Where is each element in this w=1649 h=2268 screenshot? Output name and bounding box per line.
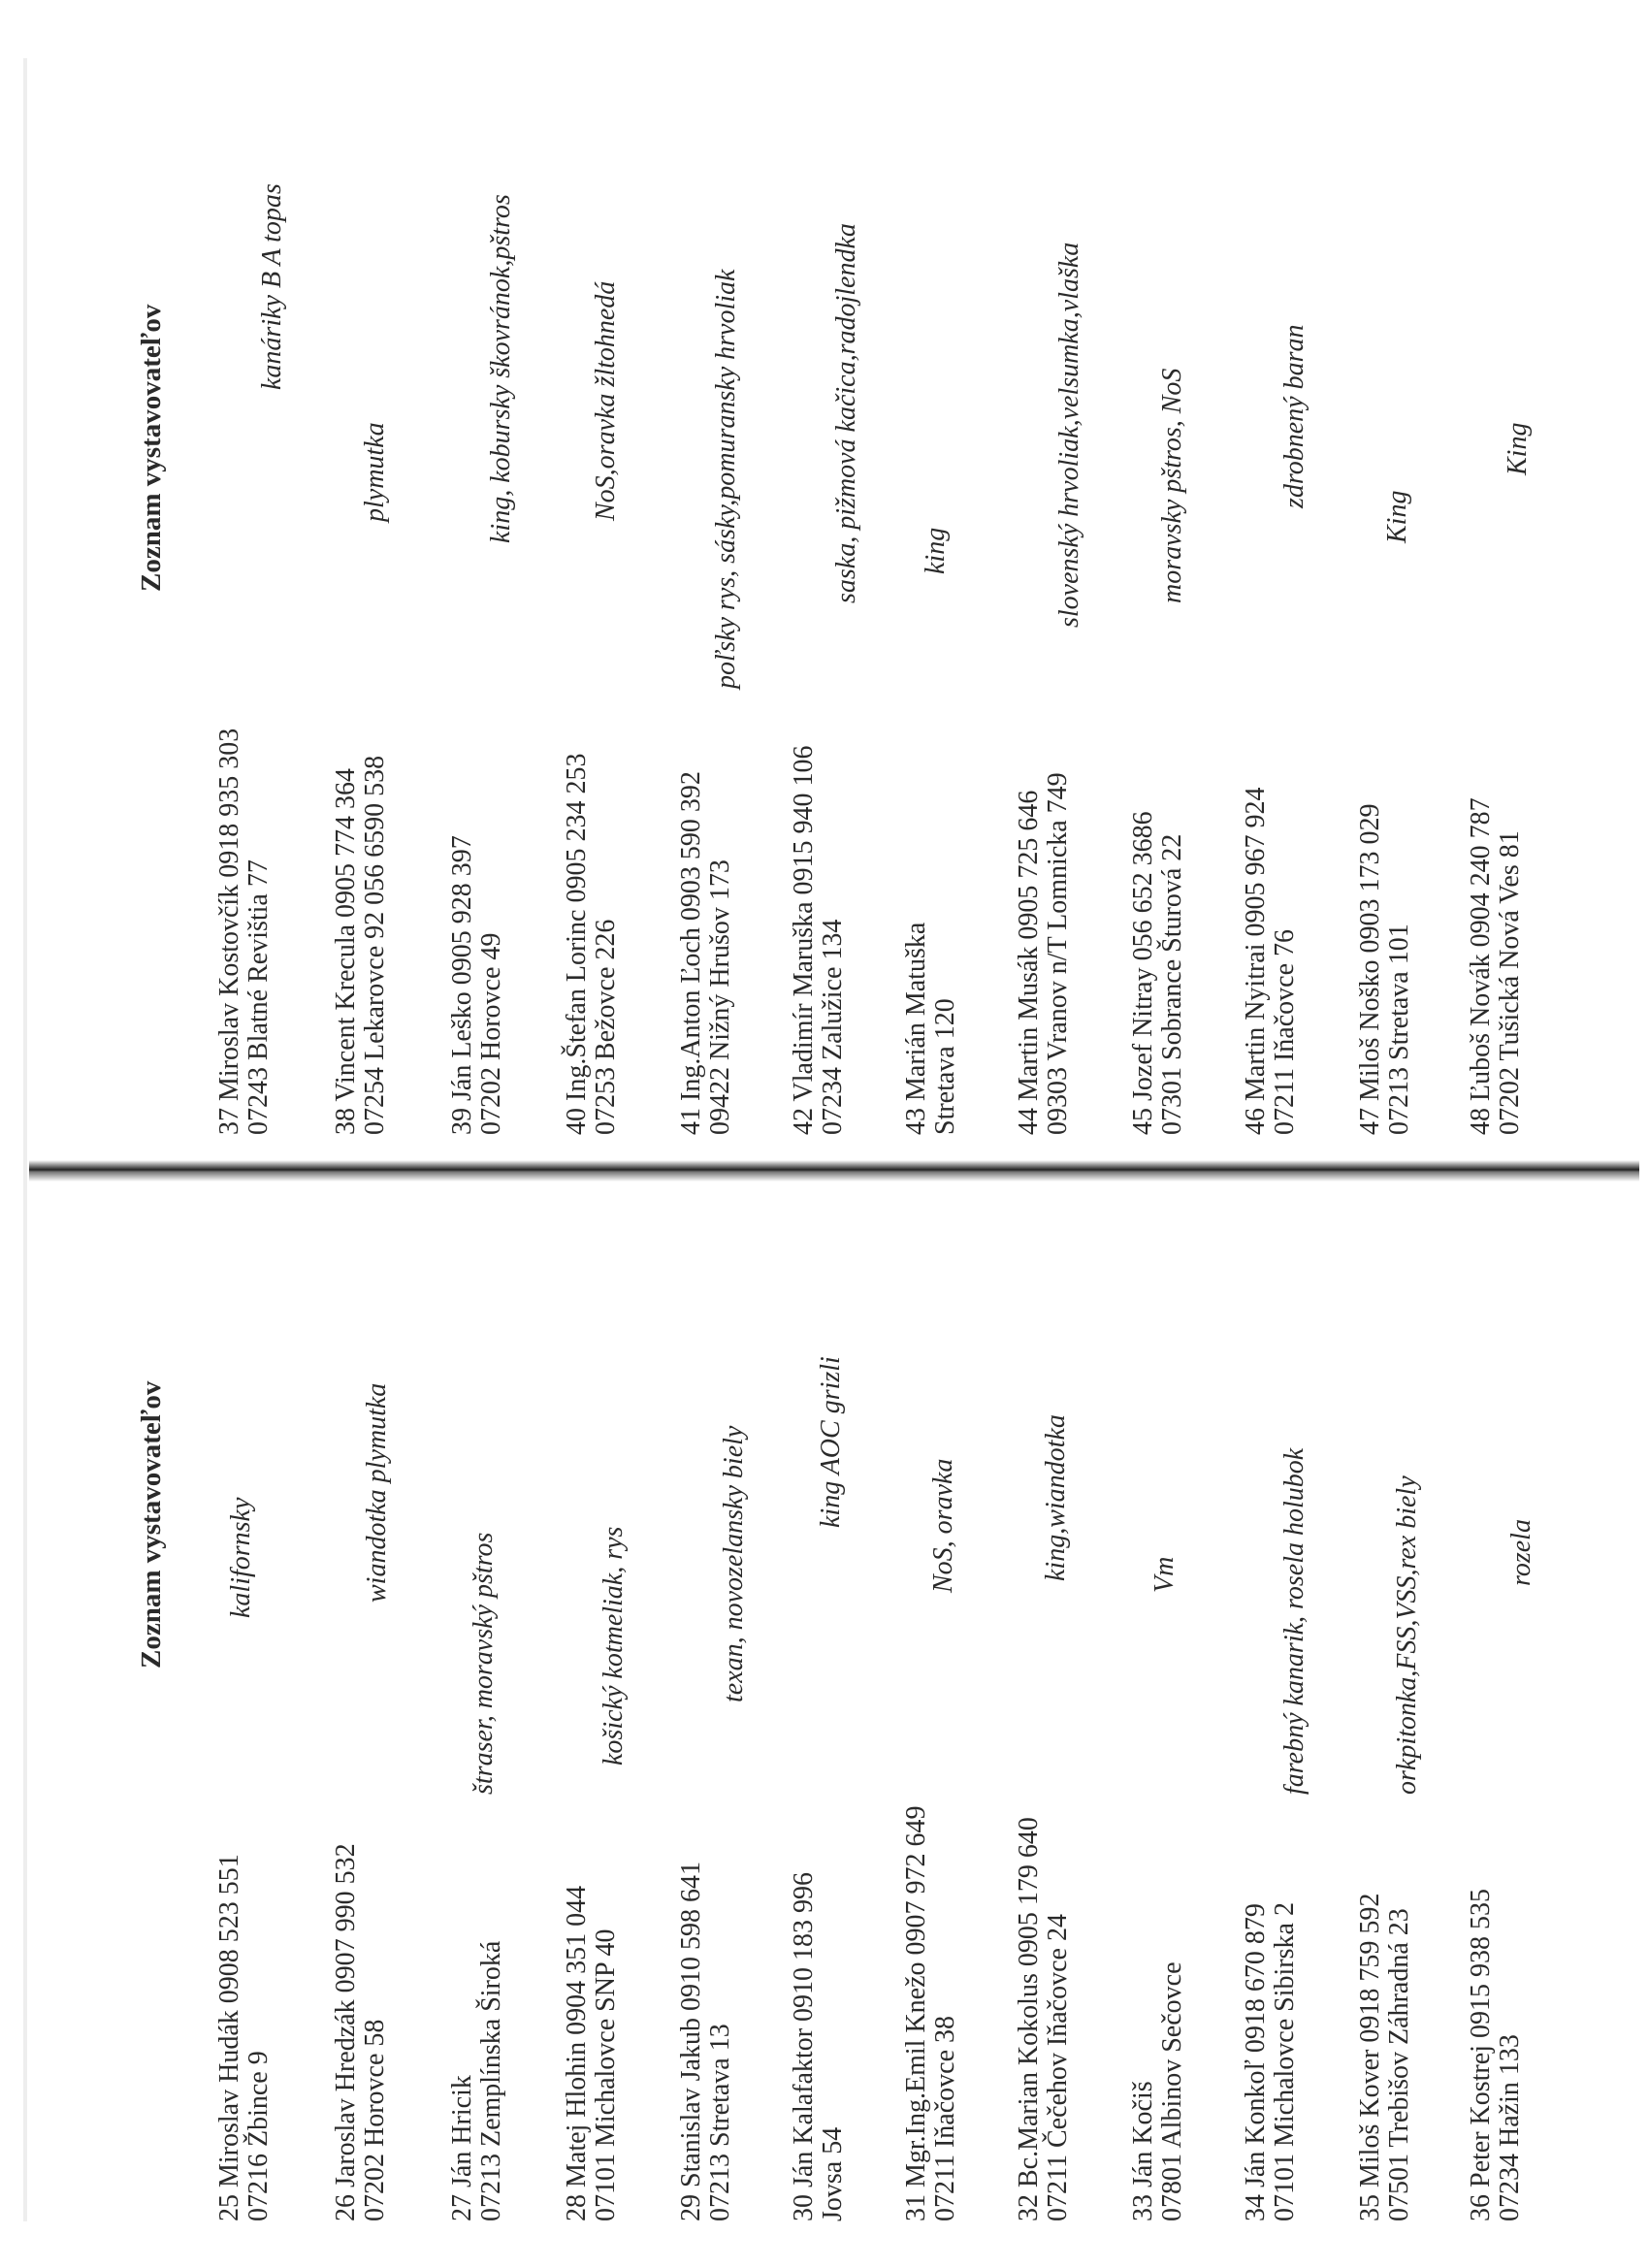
exhibitor-name-phone: 33 Ján Kočiš <box>1128 2081 1158 2221</box>
exhibitor-entry-28 <box>563 1154 636 2221</box>
exhibited-breeds: moravsky pštros, NoS <box>1157 368 1187 603</box>
exhibitor-entry-30 <box>790 1154 863 2221</box>
exhibited-breeds: NoS,oravka žltohnedá <box>591 280 621 521</box>
exhibitor-address: 07213 Zemplínska Široká <box>476 1940 506 2221</box>
exhibitor-address: 09422 Nižný Hrušov 173 <box>705 859 735 1135</box>
exhibited-breeds: kanáriky B A topas <box>257 183 287 390</box>
exhibitor-entry-32 <box>1015 1154 1088 2221</box>
exhibitor-entry-48 <box>1467 68 1540 1135</box>
exhibitor-address: 07202 Horovce 49 <box>476 932 506 1135</box>
exhibited-breeds: king <box>921 527 951 574</box>
exhibitor-address: 07211 Iňačovce 76 <box>1270 929 1300 1135</box>
exhibitor-entry-37 <box>215 68 289 1135</box>
exhibitor-name-phone: 45 Jozef Nitray 056 652 3686 <box>1128 811 1158 1135</box>
exhibitor-address: 07101 Michalovce SNP 40 <box>591 1928 621 2221</box>
page-title: Zoznam vystavovateľov <box>136 1380 167 1669</box>
exhibitor-name-phone: 43 Marián Matuška <box>901 922 931 1135</box>
exhibited-breeds: Vm <box>1149 1556 1180 1593</box>
exhibitor-address: Jovsa 54 <box>818 2126 848 2221</box>
exhibited-breeds: King <box>1382 490 1412 543</box>
exhibitor-name-phone: 37 Miroslav Kostovčík 0918 935 303 <box>214 728 244 1135</box>
exhibitor-name-phone: 42 Vladimír Maruška 0915 940 106 <box>789 745 819 1135</box>
exhibited-breeds: košický kotmeliak, rys <box>598 1526 629 1766</box>
exhibitor-name-phone: 46 Martin Nyitrai 0905 967 924 <box>1241 787 1271 1135</box>
exhibitor-name-phone: 32 Bc.Marian Kokolus 0905 179 640 <box>1014 1817 1044 2221</box>
exhibitor-entry-36 <box>1467 1154 1540 2221</box>
exhibitor-name-phone: 44 Martin Musák 0905 725 646 <box>1014 790 1044 1135</box>
exhibitor-name-phone: 28 Matej Hlohin 0904 351 044 <box>562 1885 592 2221</box>
exhibitor-entry-31 <box>902 1154 976 2221</box>
exhibitor-address: 07301 Sobrance Šturová 22 <box>1157 833 1187 1135</box>
right-page <box>0 29 1649 1135</box>
exhibited-breeds: texan, novozelansky biely <box>719 1425 749 1702</box>
exhibited-breeds: poľsky rys, sásky,pomuransky hrvoliak <box>711 269 741 689</box>
exhibitor-entry-40 <box>563 68 636 1135</box>
exhibited-breeds: štraser, moravský pštros <box>469 1532 499 1795</box>
exhibitor-entry-26 <box>332 1154 405 2221</box>
exhibitor-name-phone: 41 Ing.Anton Ľoch 0903 590 392 <box>676 771 706 1135</box>
exhibited-breeds: zdrobnený baran <box>1279 324 1310 508</box>
exhibitor-entry-35 <box>1356 1154 1430 2221</box>
exhibitor-address: 07211 Iňačovce 38 <box>930 2016 960 2221</box>
exhibitor-entry-42 <box>790 68 863 1135</box>
exhibitor-name-phone: 40 Ing.Štefan Lorinc 0905 234 253 <box>562 753 592 1135</box>
exhibitor-entry-39 <box>448 68 522 1135</box>
exhibitor-address: 07253 Bežovce 226 <box>591 919 621 1135</box>
exhibitor-name-phone: 25 Miroslav Hudák 0908 523 551 <box>214 1854 244 2221</box>
exhibitor-address: 07202 Tušická Nová Ves 81 <box>1495 830 1525 1135</box>
exhibitor-address: 07234 Zalužice 134 <box>818 919 848 1135</box>
exhibitor-entry-41 <box>677 68 751 1135</box>
exhibitor-name-phone: 26 Jaroslav Hredzák 0907 990 532 <box>331 1843 361 2221</box>
exhibitor-name-phone: 38 Vincent Krecula 0905 774 364 <box>331 767 361 1135</box>
exhibitor-name-phone: 34 Ján Konkoľ 0918 670 879 <box>1241 1903 1271 2221</box>
exhibitor-name-phone: 27 Ján Hricik <box>447 2075 477 2221</box>
exhibitor-address: 07211 Čečehov Iňačovce 24 <box>1043 1914 1073 2221</box>
exhibitor-address: 07234 Hažin 133 <box>1495 2034 1525 2221</box>
exhibitor-entry-33 <box>1129 1154 1203 2221</box>
exhibitor-address: 07801 Albinov Sečovce <box>1157 1961 1187 2221</box>
exhibitor-entry-47 <box>1356 68 1430 1135</box>
exhibitor-entry-43 <box>902 68 976 1135</box>
exhibitor-address: 07254 Lekarovce 92 056 6590 538 <box>360 755 390 1135</box>
exhibited-breeds: slovenský hrvoliak,velsumka,vlaška <box>1054 242 1084 628</box>
exhibitor-name-phone: 36 Peter Kostrej 0915 938 535 <box>1466 1889 1496 2221</box>
exhibitor-name-phone: 48 Ľuboš Novák 0904 240 787 <box>1466 797 1496 1135</box>
exhibitor-entry-29 <box>677 1154 751 2221</box>
exhibited-breeds: King <box>1503 422 1533 475</box>
left-page <box>0 1193 1649 2221</box>
exhibitor-address: 07501 Trebišov Záhradná 23 <box>1384 1908 1414 2221</box>
exhibitor-entry-38 <box>332 68 405 1135</box>
exhibitor-address: 07216 Žbince 9 <box>243 2051 274 2221</box>
exhibited-breeds: saska, pižmová kačica,radojlendka <box>831 223 861 603</box>
exhibited-breeds: king AOC grizli <box>816 1356 846 1528</box>
exhibitor-address: 07202 Horovce 58 <box>360 2019 390 2221</box>
exhibitor-entry-34 <box>1242 1154 1315 2221</box>
exhibitor-name-phone: 47 Miloš Noško 0903 173 029 <box>1355 803 1385 1135</box>
exhibited-breeds: kalifornsky <box>226 1497 256 1618</box>
exhibited-breeds: orkpitonka,FSS,VSS,rex biely <box>1392 1475 1422 1795</box>
exhibitor-address: 07101 Michalovce Sibirska 2 <box>1270 1902 1300 2221</box>
exhibited-breeds: king, kobursky škovránok,pštros <box>486 194 516 543</box>
exhibited-breeds: farebný kanarik, rosela holubok <box>1279 1447 1310 1795</box>
exhibited-breeds: king,wiandotka <box>1041 1414 1071 1581</box>
exhibitor-address: Stretava 120 <box>930 998 960 1135</box>
exhibitor-entry-44 <box>1015 68 1088 1135</box>
exhibitor-address: 07213 Stretava 101 <box>1384 923 1414 1135</box>
exhibited-breeds: wiandotka plymutka <box>362 1382 392 1603</box>
exhibitor-address: 07213 Stretava 13 <box>705 2024 735 2221</box>
exhibited-breeds: NoS, oravka <box>928 1458 958 1593</box>
page-title: Zoznam vystavovateľov <box>136 304 167 592</box>
exhibited-breeds: plymutka <box>360 422 390 522</box>
exhibitor-entry-27 <box>448 1154 522 2221</box>
exhibited-breeds: rozela <box>1506 1519 1536 1586</box>
exhibitor-name-phone: 39 Ján Leško 0905 928 397 <box>447 835 477 1135</box>
exhibitor-name-phone: 31 Mgr.Ing.Emil Knežo 0907 972 649 <box>901 1805 931 2221</box>
exhibitor-name-phone: 30 Ján Kalafaktor 0910 183 996 <box>789 1871 819 2221</box>
exhibitor-name-phone: 29 Stanislav Jakub 0910 598 641 <box>676 1862 706 2221</box>
exhibitor-address: 09303 Vranov n/T Lomnicka 749 <box>1043 772 1073 1135</box>
exhibitor-address: 07243 Blatné Revištia 77 <box>243 859 274 1135</box>
exhibitor-entry-25 <box>215 1154 289 2221</box>
exhibitor-entry-46 <box>1242 68 1315 1135</box>
exhibitor-entry-45 <box>1129 68 1203 1135</box>
exhibitor-name-phone: 35 Miloš Kover 0918 759 592 <box>1355 1893 1385 2221</box>
